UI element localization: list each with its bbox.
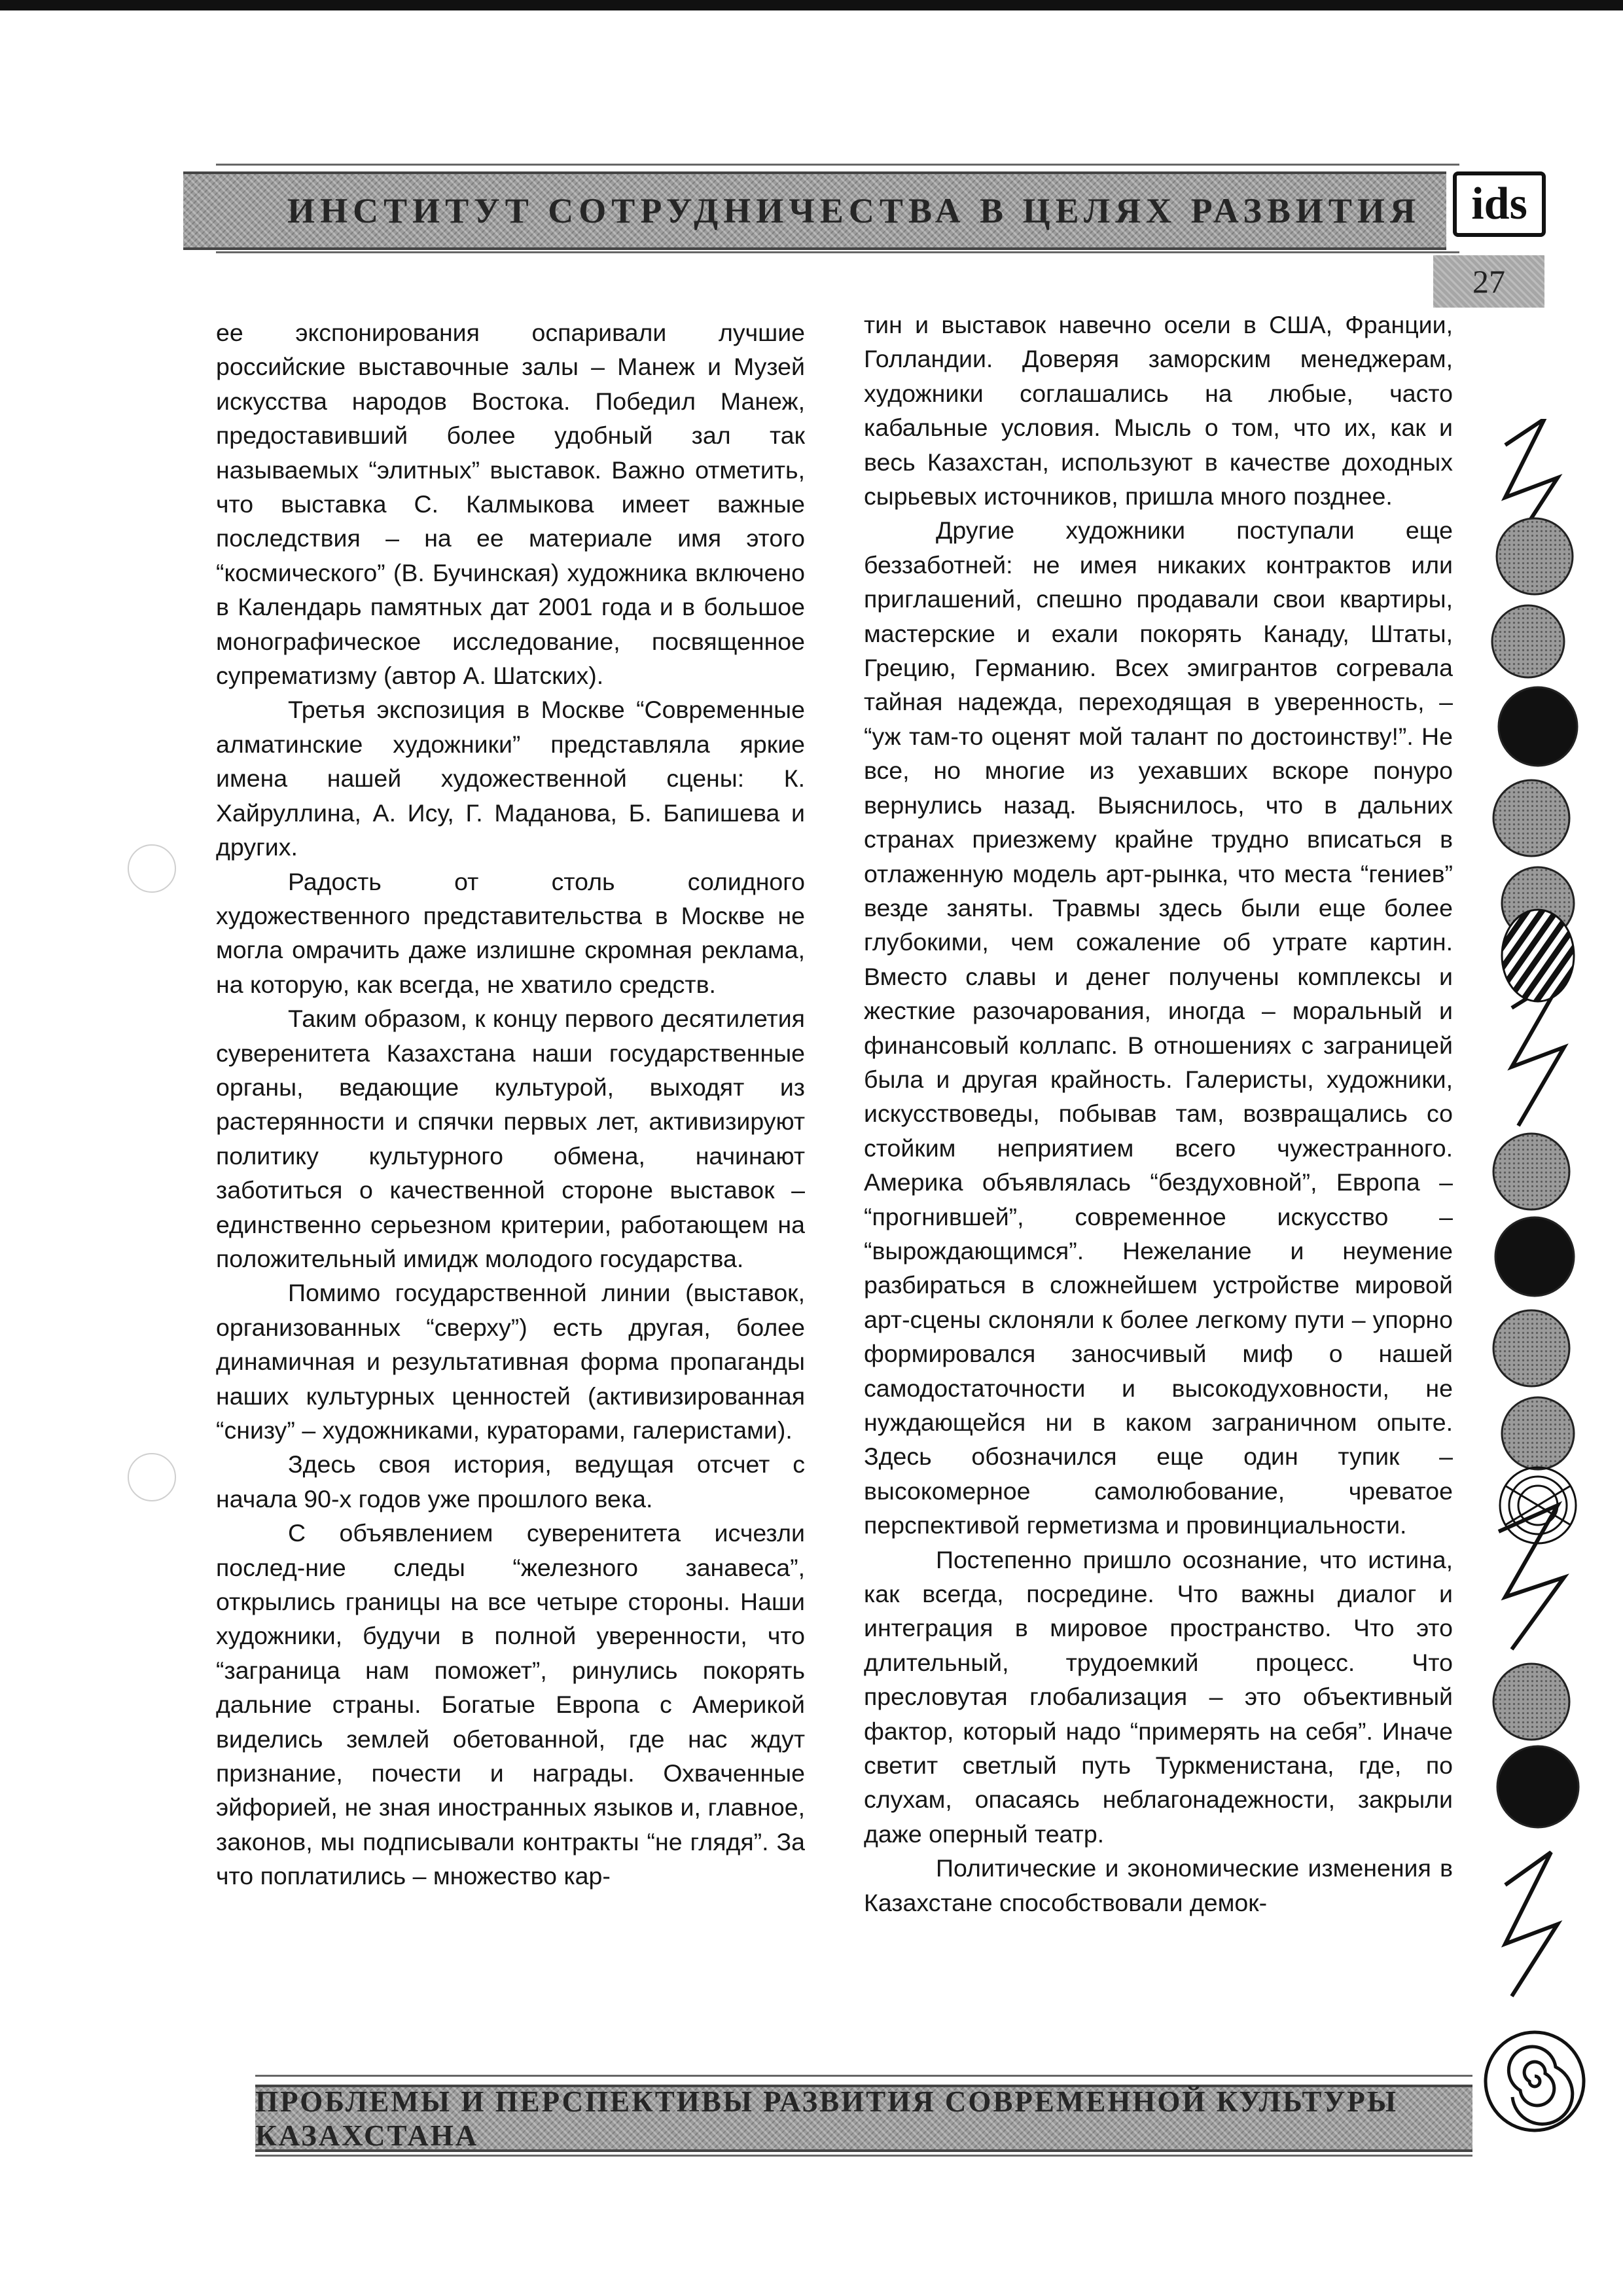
scribble-circle — [1500, 1467, 1576, 1543]
right-column — [864, 308, 1453, 1983]
paragraph: Здесь своя история, ведущая отсчет с начала 90-х годов уже прошлого века. — [216, 1450, 805, 1513]
side-ornament — [1466, 419, 1623, 2147]
black-circle — [1495, 1217, 1574, 1296]
footer-rule-top — [255, 2075, 1472, 2077]
header-rule-top — [216, 164, 1459, 166]
footer-band — [255, 2085, 1472, 2152]
paragraph: Таким образом, к концу первого десятилетия суверенитета Казахстана наши государственные органы, ведающие культурой, выходят из растерянности и спячки первых лет, активизируют политику культурного обмена, начинают заботиться о качественной стороне выставок – единственно серьезном критерии, работающем на положительный имидж молодого государства. — [216, 1005, 805, 1272]
dotted-circle — [1492, 605, 1564, 677]
paragraph: С объявлением суверенитета исчезли послед-ние следы “железного занавеса”, открылись границы на все четыре стороны. Наши художники, будучи в полной уверенности, что “заграница нам поможет”, ринулись покорять дальние страны. Богатые Европа с Америкой виделись землей обетованной, где нас ждут признание, почести и награды. Охваченные эйфорией, не зная иностранных языков и, главное, законов, мы подписывали контракты “не глядя”. За что поплатились – множество кар- — [216, 1519, 805, 1890]
page-number-text: 27 — [1472, 263, 1505, 300]
punch-hole-mark — [128, 844, 176, 893]
dotted-circle — [1493, 780, 1569, 856]
paragraph: Радость от столь солидного художественного представительства в Москве не могла омрачить даже излишне скромная реклама, на которую, как всегда, не хватило средств. — [216, 867, 805, 998]
dotted-circle — [1493, 1664, 1569, 1740]
footer-rule-bottom — [255, 2155, 1472, 2157]
dotted-circle — [1502, 1397, 1574, 1469]
header-band — [183, 171, 1446, 250]
ids-logo — [1453, 171, 1546, 237]
dotted-circle — [1497, 518, 1573, 594]
paragraph: Политические и экономические изменения в Казахстане способствовали демок- — [864, 1854, 1453, 1916]
zigzag-line — [1505, 1852, 1558, 1996]
paragraph: Третья экспозиция в Москве “Современные алматинские художники” представляла яркие имена нашей художественной сцены: К. Хайруллина, А. Ису, Г. Маданова, Б. Бапишева и других. — [216, 696, 805, 861]
header-rule-bottom — [216, 251, 1459, 253]
dotted-circle — [1493, 1134, 1569, 1210]
paragraph: Другие художники поступали еще беззаботней: не имея никаких контрактов или приглашений, спешно продавали свои квартиры, мастерские и ехали покорять Канаду, Штаты, Грецию, Германию. Всех эмигрантов согревала тайная надежда, переходящая в уверенность, – “уж там-то оценят мой талант по достоинству!”. Не все, но многие из уехавших вскоре понуро вернулись назад. Выяснилось, что в дальних странах приезжему крайне трудно вписаться в отлаженную модель арт-рынка, что места “гениев” везде заняты. Травмы здесь были еще более глубокими, чем сожаление об утрате картин. Вместо славы и денег получены комплексы и жесткие разочарования, иногда – моральный и финансовый коллапс. В отношениях с заграницей была и другая крайность. Галеристы, художники, искусствоведы, побывав там, возвращались со стойким неприятием всего чужестранного. Америка объявлялась “бездуховной”, Европа – “прогнившей”, современное искусство – “вырождающимся”. Нежелание и неумение разбираться в сложнейшем устройстве мировой арт-сцены склоняли к более легкому пути – упорно формировался заносчивый миф о нашей самодостаточности и высокодуховности, не нуждающейся ни в каком заграничном опыте. Здесь обозначился еще один тупик – высокомерное самолюбование, чреватое перспективой герметизма и провинциальности. — [864, 516, 1453, 1539]
footer-title: ПРОБЛЕМЫ И ПЕРСПЕКТИВЫ РАЗВИТИЯ СОВРЕМЕННОЙ КУЛЬТУРЫ КАЗАХСТАНА — [255, 2085, 1399, 2152]
spiral-circle — [1486, 2032, 1584, 2130]
paragraph: Помимо государственной линии (выставок, организованных “сверху”) есть другая, более динамичная и результативная форма пропаганды наших культурных ценностей (активизированная “снизу” – художниками, кураторами, галеристами). — [216, 1279, 805, 1444]
striped-oval — [1502, 910, 1574, 1001]
top-border — [0, 0, 1623, 10]
paragraph: ее экспонирования оспаривали лучшие российские выставочные залы – Манеж и Музей искусства народов Востока. Победил Манеж, предоставивший более удобный зал так называемых “элитных” выставок. Важно отметить, что выставка С. Калмыкова имеет важные последствия – на ее материале имя этого “космического” (В. Бучинская) художника включено в Календарь памятных дат 2001 года и в большое монографическое исследование, посвященное супрематизму (автор А. Шатских). — [216, 319, 805, 690]
dotted-circle — [1493, 1310, 1569, 1386]
punch-hole-mark — [128, 1453, 176, 1501]
zigzag-line — [1499, 1505, 1564, 1649]
header-title: ИНСТИТУТ СОТРУДНИЧЕСТВА В ЦЕЛЯХ РАЗВИТИЯ — [287, 191, 1421, 230]
ids-logo-text: ids — [1471, 179, 1527, 229]
left-column — [216, 315, 805, 1991]
paragraph: Постепенно пришло осознание, что истина, как всегда, посредине. Что важны диалог и интеграция в мировое пространство. Что это длительный, трудоемкий процесс. Что пресловутая глобализация – это объективный фактор, который надо “примерять на себя”. Иначе светит светлый путь Туркменистана, где, по слухам, опасаясь неблагонадежности, закрыли даже оперный театр. — [864, 1545, 1453, 1848]
paragraph: тин и выставок навечно осели в США, Франции, Голландии. Доверяя заморским менеджерам, художники соглашались на любые, часто кабальные условия. Мысль о том, что их, как и весь Казахстан, используют в качестве доходных сырьевых источников, пришла много позднее. — [864, 311, 1453, 511]
page-number — [1433, 255, 1544, 308]
black-circle — [1499, 687, 1577, 766]
black-circle — [1497, 1746, 1578, 1827]
